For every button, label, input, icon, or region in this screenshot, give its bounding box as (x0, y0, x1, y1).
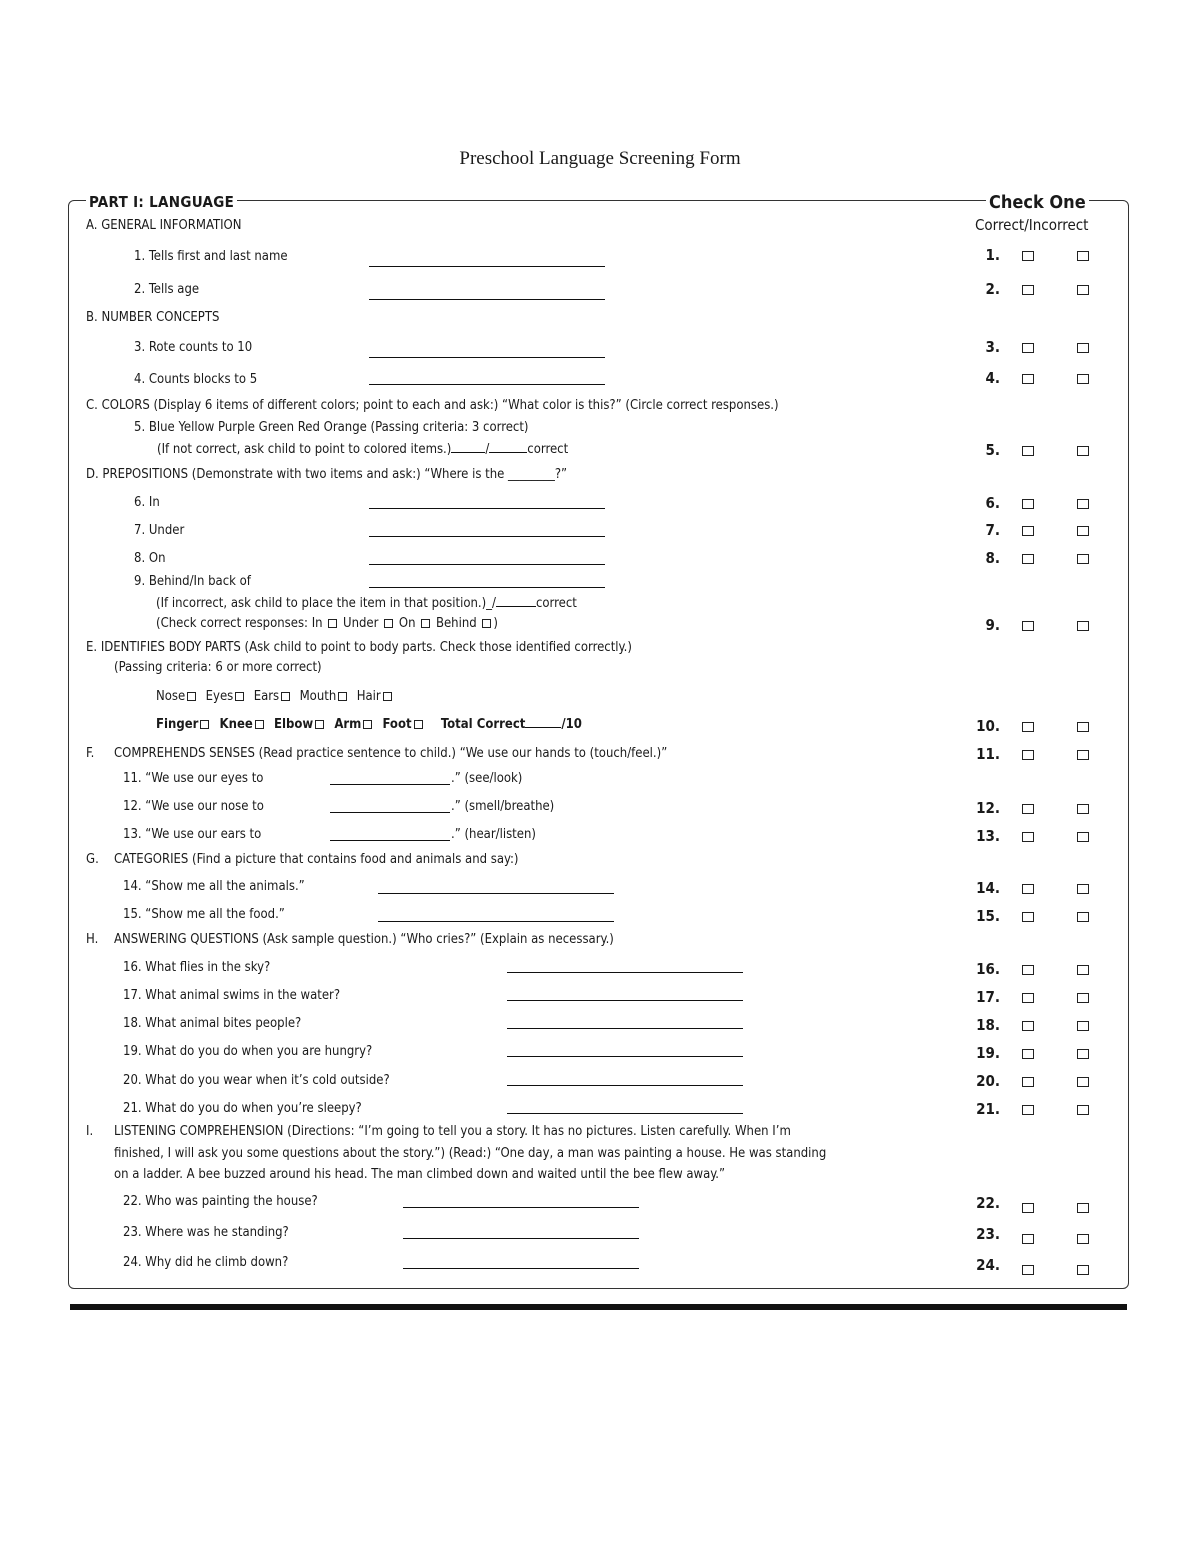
item-2-label: 2. Tells age (134, 282, 200, 297)
correct-checkbox[interactable] (1022, 285, 1034, 295)
foot-checkbox[interactable] (414, 720, 423, 729)
section-f-heading: COMPREHENDS SENSES (Read practice sentence to child.) “We use our hands to (touch/feel.)” (114, 746, 668, 761)
item-5-slash: / (485, 442, 490, 457)
item-17-label: 17. What animal swims in the water? (123, 988, 341, 1003)
item-13-hint: .” (hear/listen) (451, 827, 536, 842)
bottom-rule (70, 1304, 1127, 1310)
item-11-label: 11. “We use our eyes to (123, 771, 264, 786)
section-i-story-line-2: finished, I will ask you some questions about the story.”) (Read:) “One day, a man was painting a house. He was standing (114, 1146, 827, 1161)
item-5-label: 5. Blue Yellow Purple Green Red Orange (Passing criteria: 3 correct) (134, 420, 529, 435)
correct-checkbox[interactable] (1022, 884, 1034, 894)
item-5-sub-text: (If not correct, ask child to point to colored items.) (157, 442, 452, 457)
total-correct-blank[interactable] (525, 717, 561, 728)
item-number: 3. (985, 338, 1000, 356)
correct-checkbox[interactable] (1022, 1049, 1034, 1059)
correct-checkbox[interactable] (1022, 804, 1034, 814)
item-2-answer-line[interactable] (369, 299, 605, 300)
incorrect-checkbox[interactable] (1077, 993, 1089, 1003)
item-20-label: 20. What do you wear when it’s cold outside? (123, 1073, 390, 1088)
item-18-label: 18. What animal bites people? (123, 1016, 302, 1031)
item-number: 16. (976, 960, 1000, 978)
ears-checkbox[interactable] (281, 692, 290, 701)
arm-label: Arm (334, 717, 362, 732)
item-22-answer-line[interactable] (403, 1207, 639, 1208)
correct-checkbox[interactable] (1022, 1077, 1034, 1087)
incorrect-checkbox[interactable] (1077, 1049, 1089, 1059)
under-label: Under (343, 616, 379, 631)
incorrect-checkbox[interactable] (1077, 804, 1089, 814)
incorrect-checkbox[interactable] (1077, 251, 1089, 261)
item-number: 22. (976, 1194, 1000, 1212)
foot-label: Foot (382, 717, 412, 732)
item-9-sub-text: (If incorrect, ask child to place the item in that position.)_/ (156, 596, 496, 611)
item-20-answer-line[interactable] (507, 1085, 743, 1086)
item-22-label: 22. Who was painting the house? (123, 1194, 318, 1209)
item-15-label: 15. “Show me all the food.” (123, 907, 285, 922)
incorrect-checkbox[interactable] (1077, 499, 1089, 509)
item-9-label: 9. Behind/In back of (134, 574, 251, 589)
correct-incorrect-header: Correct/Incorrect (975, 216, 1089, 234)
under-checkbox[interactable] (384, 619, 393, 628)
item-5-blank-1[interactable] (451, 442, 485, 453)
item-number: 15. (976, 907, 1000, 925)
incorrect-checkbox[interactable] (1077, 884, 1089, 894)
in-checkbox[interactable] (328, 619, 337, 628)
on-checkbox[interactable] (421, 619, 430, 628)
item-number: 1. (985, 246, 1000, 264)
item-8-answer-line[interactable] (369, 564, 605, 565)
knee-label: Knee (219, 717, 253, 732)
arm-checkbox[interactable] (363, 720, 372, 729)
correct-checkbox[interactable] (1022, 526, 1034, 536)
correct-checkbox[interactable] (1022, 722, 1034, 732)
body-parts-row-2 (156, 717, 582, 732)
item-19-answer-line[interactable] (507, 1056, 743, 1057)
mouth-checkbox[interactable] (338, 692, 347, 701)
item-5-correct: correct (527, 442, 569, 457)
item-11-answer-line[interactable] (330, 784, 450, 785)
behind-label: Behind (435, 616, 477, 631)
item-5-blank-2[interactable] (489, 442, 527, 453)
item-3-answer-line[interactable] (369, 357, 605, 358)
item-number: 20. (976, 1072, 1000, 1090)
correct-checkbox[interactable] (1022, 1265, 1034, 1275)
incorrect-checkbox[interactable] (1077, 1077, 1089, 1087)
correct-checkbox[interactable] (1022, 1105, 1034, 1115)
item-number: 14. (976, 879, 1000, 897)
item-15-answer-line[interactable] (378, 921, 614, 922)
correct-checkbox[interactable] (1022, 832, 1034, 842)
incorrect-checkbox[interactable] (1077, 446, 1089, 456)
item-6-answer-line[interactable] (369, 508, 605, 509)
section-h-heading: ANSWERING QUESTIONS (Ask sample question.) “Who cries?” (Explain as necessary.) (114, 932, 614, 947)
item-23-label: 23. Where was he standing? (123, 1225, 289, 1240)
item-number: 24. (976, 1256, 1000, 1274)
nose-checkbox[interactable] (187, 692, 196, 701)
section-b-heading: B. NUMBER CONCEPTS (86, 310, 220, 325)
item-3-label: 3. Rote counts to 10 (134, 340, 253, 355)
item-number: 2. (985, 280, 1000, 298)
section-i-heading: LISTENING COMPREHENSION (Directions: “I’m going to tell you a story. It has no pictures. Listen carefully. When I’m (114, 1124, 791, 1139)
item-number: 8. (985, 549, 1000, 567)
item-9-blank[interactable] (496, 596, 536, 607)
item-number: 13. (976, 827, 1000, 845)
item-18-answer-line[interactable] (507, 1028, 743, 1029)
incorrect-checkbox[interactable] (1077, 1203, 1089, 1213)
behind-checkbox[interactable] (482, 619, 491, 628)
correct-checkbox[interactable] (1022, 965, 1034, 975)
item-1-answer-line[interactable] (369, 266, 605, 267)
finger-label: Finger (156, 717, 199, 732)
section-e-heading: E. IDENTIFIES BODY PARTS (Ask child to point to body parts. Check those identified correctly.) (86, 640, 632, 655)
item-number: 7. (985, 521, 1000, 539)
elbow-checkbox[interactable] (315, 720, 324, 729)
section-g-heading: CATEGORIES (Find a picture that contains food and animals and say:) (114, 852, 519, 867)
item-17-answer-line[interactable] (507, 1000, 743, 1001)
section-g-letter: G. (86, 852, 99, 867)
item-number: 19. (976, 1044, 1000, 1062)
item-9-correct: correct (535, 596, 577, 611)
item-23-answer-line[interactable] (403, 1238, 639, 1239)
item-11-hint: .” (see/look) (451, 771, 523, 786)
elbow-label: Elbow (273, 717, 314, 732)
finger-checkbox[interactable] (200, 720, 209, 729)
incorrect-checkbox[interactable] (1077, 1021, 1089, 1031)
item-24-label: 24. Why did he climb down? (123, 1255, 289, 1270)
item-4-label: 4. Counts blocks to 5 (134, 372, 258, 387)
correct-checkbox[interactable] (1022, 554, 1034, 564)
correct-checkbox[interactable] (1022, 446, 1034, 456)
item-12-answer-line[interactable] (330, 812, 450, 813)
on-label: On (398, 616, 416, 631)
incorrect-checkbox[interactable] (1077, 554, 1089, 564)
item-number: 17. (976, 988, 1000, 1006)
check-one-header: Check One (986, 192, 1089, 213)
incorrect-checkbox[interactable] (1077, 343, 1089, 353)
incorrect-checkbox[interactable] (1077, 832, 1089, 842)
eyes-checkbox[interactable] (235, 692, 244, 701)
part-title: PART I: LANGUAGE (86, 193, 237, 211)
item-4-answer-line[interactable] (369, 384, 605, 385)
total-correct-label: Total Correct (440, 717, 526, 732)
item-9-check-text: (Check correct responses: In (156, 616, 323, 631)
incorrect-checkbox[interactable] (1077, 621, 1089, 631)
item-13-answer-line[interactable] (330, 840, 450, 841)
section-c-heading: C. COLORS (Display 6 items of different colors; point to each and ask:) “What color is this?” (Circle correct responses.) (86, 398, 779, 413)
item-number: 9. (985, 616, 1000, 634)
item-number: 4. (985, 369, 1000, 387)
correct-checkbox[interactable] (1022, 343, 1034, 353)
item-number: 10. (976, 717, 1000, 735)
correct-checkbox[interactable] (1022, 993, 1034, 1003)
section-f-letter: F. (86, 746, 95, 761)
incorrect-checkbox[interactable] (1077, 1234, 1089, 1244)
correct-checkbox[interactable] (1022, 499, 1034, 509)
item-number: 23. (976, 1225, 1000, 1243)
section-i-letter: I. (86, 1124, 94, 1139)
ears-label: Ears (253, 689, 280, 704)
item-number: 5. (985, 441, 1000, 459)
correct-checkbox[interactable] (1022, 1021, 1034, 1031)
item-14-label: 14. “Show me all the animals.” (123, 879, 305, 894)
correct-checkbox[interactable] (1022, 750, 1034, 760)
section-d-heading: D. PREPOSITIONS (Demonstrate with two items and ask:) “Where is the ________?” (86, 467, 568, 482)
item-16-answer-line[interactable] (507, 972, 743, 973)
total-correct-of: /10 (561, 717, 582, 732)
mouth-label: Mouth (299, 689, 337, 704)
correct-checkbox[interactable] (1022, 251, 1034, 261)
incorrect-checkbox[interactable] (1077, 750, 1089, 760)
item-13-label: 13. “We use our ears to (123, 827, 262, 842)
hair-label: Hair (356, 689, 381, 704)
correct-checkbox[interactable] (1022, 912, 1034, 922)
knee-checkbox[interactable] (255, 720, 264, 729)
section-e-criteria: (Passing criteria: 6 or more correct) (114, 660, 322, 675)
incorrect-checkbox[interactable] (1077, 722, 1089, 732)
correct-checkbox[interactable] (1022, 621, 1034, 631)
item-number: 12. (976, 799, 1000, 817)
correct-checkbox[interactable] (1022, 1234, 1034, 1244)
item-9-close-paren: ) (493, 616, 498, 631)
nose-label: Nose (156, 689, 186, 704)
incorrect-checkbox[interactable] (1077, 1105, 1089, 1115)
item-9-answer-line[interactable] (369, 587, 605, 588)
item-6-label: 6. In (134, 495, 160, 510)
correct-checkbox[interactable] (1022, 1203, 1034, 1213)
item-1-label: 1. Tells first and last name (134, 249, 288, 264)
item-7-label: 7. Under (134, 523, 185, 538)
item-9-subline-1 (156, 596, 577, 611)
incorrect-checkbox[interactable] (1077, 1265, 1089, 1275)
item-14-answer-line[interactable] (378, 893, 614, 894)
incorrect-checkbox[interactable] (1077, 285, 1089, 295)
incorrect-checkbox[interactable] (1077, 912, 1089, 922)
item-24-answer-line[interactable] (403, 1268, 639, 1269)
correct-checkbox[interactable] (1022, 374, 1034, 384)
item-7-answer-line[interactable] (369, 536, 605, 537)
incorrect-checkbox[interactable] (1077, 965, 1089, 975)
item-12-label: 12. “We use our nose to (123, 799, 264, 814)
item-19-label: 19. What do you do when you are hungry? (123, 1044, 373, 1059)
item-number: 21. (976, 1100, 1000, 1118)
incorrect-checkbox[interactable] (1077, 526, 1089, 536)
item-9-subline-2 (156, 616, 498, 631)
hair-checkbox[interactable] (383, 692, 392, 701)
section-a-heading: A. GENERAL INFORMATION (86, 218, 242, 233)
section-i-story-line-3: on a ladder. A bee buzzed around his head. The man climbed down and waited until the bee flew away.” (114, 1167, 726, 1182)
eyes-label: Eyes (205, 689, 234, 704)
item-number: 18. (976, 1016, 1000, 1034)
incorrect-checkbox[interactable] (1077, 374, 1089, 384)
item-21-label: 21. What do you do when you’re sleepy? (123, 1101, 362, 1116)
section-h-letter: H. (86, 932, 99, 947)
body-parts-row-1 (156, 689, 394, 704)
item-16-label: 16. What flies in the sky? (123, 960, 271, 975)
item-number: 6. (985, 494, 1000, 512)
item-number: 11. (976, 745, 1000, 763)
item-12-hint: .” (smell/breathe) (451, 799, 555, 814)
item-5-subline (157, 442, 568, 457)
item-8-label: 8. On (134, 551, 166, 566)
item-21-answer-line[interactable] (507, 1113, 743, 1114)
form-title: Preschool Language Screening Form (459, 148, 741, 169)
